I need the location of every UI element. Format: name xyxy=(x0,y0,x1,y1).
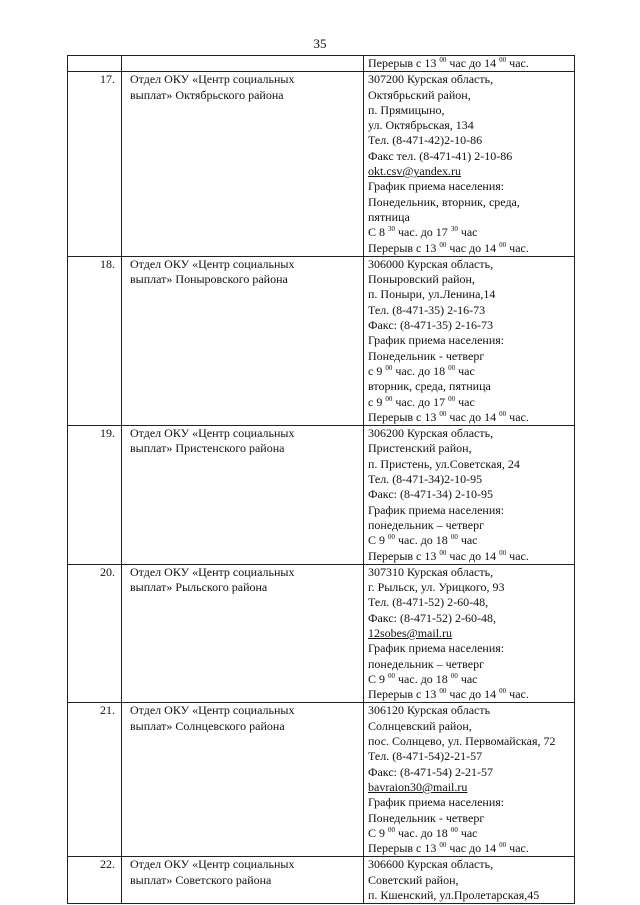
row-number: 17. xyxy=(68,72,122,257)
contact-line xyxy=(368,811,571,826)
minutes-superscript: 00 xyxy=(439,409,447,418)
department-name xyxy=(122,857,364,904)
text-segment: Понедельник - четверг xyxy=(368,810,485,825)
contact-line xyxy=(368,888,571,903)
contact-line xyxy=(368,518,571,533)
department-line: Отдел ОКУ «Центр социальных xyxy=(130,256,295,271)
text-segment: час xyxy=(455,363,475,378)
department-name xyxy=(122,703,364,857)
contact-line xyxy=(368,826,571,841)
text-segment: Перерыв с 13 xyxy=(368,409,440,424)
text-segment: пос. Солнцево, ул. Первомайская, 72 xyxy=(368,734,556,749)
text-segment: Тел. (8-471-54)2-21-57 xyxy=(368,749,483,764)
text-segment: Факс: (8-471-35) 2-16-73 xyxy=(368,318,493,333)
minutes-superscript: 00 xyxy=(388,825,396,834)
text-segment: час до 14 xyxy=(446,841,500,856)
contact-info xyxy=(364,426,575,565)
text-segment: понедельник – четверг xyxy=(368,656,485,671)
offices-table xyxy=(67,55,575,904)
contact-line xyxy=(368,303,571,318)
text-segment: Перерыв с 13 xyxy=(368,548,440,563)
table-row xyxy=(68,56,575,72)
minutes-superscript: 00 xyxy=(385,394,393,403)
department-line: Отдел ОКУ «Центр социальных xyxy=(130,857,295,872)
text-segment: 12sobes@mail.ru xyxy=(368,625,453,640)
text-segment: г. Рыльск, ул. Урицкого, 93 xyxy=(368,580,505,595)
text-segment: час xyxy=(457,533,478,548)
text-segment: bavraion30@mail.ru xyxy=(368,779,468,794)
page-number: 35 xyxy=(313,36,327,51)
contact-line xyxy=(368,149,571,164)
department-line: выплат» Рыльского района xyxy=(130,580,268,595)
department-name xyxy=(122,426,364,565)
email-link[interactable] xyxy=(368,164,571,179)
text-segment: С 9 xyxy=(368,825,389,840)
table-row xyxy=(68,857,575,904)
text-segment: Пристенский район, xyxy=(368,441,472,456)
minutes-superscript: 00 xyxy=(499,841,507,850)
text-segment: 306200 Курская область, xyxy=(368,426,494,441)
text-segment: Понедельник, вторник, среда, xyxy=(368,194,520,209)
contact-info xyxy=(364,72,575,257)
minutes-superscript: 00 xyxy=(385,363,393,372)
text-segment: Советский район, xyxy=(368,872,459,887)
text-segment: С 8 xyxy=(368,225,389,240)
contact-line xyxy=(368,72,571,87)
minutes-superscript: 00 xyxy=(439,841,447,850)
department-name xyxy=(122,72,364,257)
text-segment: час. xyxy=(506,548,529,563)
contact-line xyxy=(368,88,571,103)
text-segment: час до 14 xyxy=(446,687,500,702)
text-segment: час. до 18 xyxy=(395,825,451,840)
department-line: выплат» Советского района xyxy=(130,872,272,887)
contact-line xyxy=(368,841,571,856)
table-row xyxy=(68,564,575,703)
minutes-superscript: 30 xyxy=(450,225,458,234)
row-number: 18. xyxy=(68,256,122,425)
contact-line xyxy=(368,611,571,626)
text-segment: час. до 17 xyxy=(395,225,451,240)
contact-line xyxy=(368,56,571,71)
text-segment: п. Поныри, ул.Ленина,14 xyxy=(368,287,496,302)
department-line: выплат» Поныровского района xyxy=(130,272,288,287)
contact-line xyxy=(368,734,571,749)
text-segment: час xyxy=(455,394,475,409)
text-segment: Октябрьский район, xyxy=(368,87,471,102)
minutes-superscript: 00 xyxy=(499,56,507,64)
text-segment: ул. Октябрьская, 134 xyxy=(368,118,474,133)
text-segment: с 9 xyxy=(368,363,386,378)
contact-line xyxy=(368,441,571,456)
contact-line xyxy=(368,765,571,780)
contact-line xyxy=(368,195,571,210)
table-row xyxy=(68,72,575,257)
contact-line xyxy=(368,103,571,118)
contact-line xyxy=(368,487,571,502)
contact-info xyxy=(364,703,575,857)
row-number xyxy=(68,56,122,72)
text-segment: час до 14 xyxy=(446,409,500,424)
text-segment: Факс тел. (8-471-41) 2-10-86 xyxy=(368,148,513,163)
text-segment: Перерыв с 13 xyxy=(368,56,440,70)
text-segment: 307310 Курская область, xyxy=(368,564,494,579)
contact-line xyxy=(368,287,571,302)
text-segment: понедельник – четверг xyxy=(368,517,485,532)
minutes-superscript: 00 xyxy=(450,825,458,834)
text-segment: час. xyxy=(506,841,529,856)
row-number: 20. xyxy=(68,564,122,703)
text-segment: okt.csv@yandex.ru xyxy=(368,164,462,179)
department-name xyxy=(122,56,364,72)
text-segment: Поныровский район, xyxy=(368,272,475,287)
table-row xyxy=(68,703,575,857)
department-line: выплат» Октябрьского района xyxy=(130,87,284,102)
contact-line xyxy=(368,703,571,718)
minutes-superscript: 30 xyxy=(388,225,396,234)
contact-line xyxy=(368,641,571,656)
text-segment: Перерыв с 13 xyxy=(368,841,440,856)
minutes-superscript: 00 xyxy=(499,548,507,557)
contact-line xyxy=(368,318,571,333)
text-segment: с 9 xyxy=(368,394,386,409)
table-row xyxy=(68,256,575,425)
text-segment: час до 14 xyxy=(446,240,500,255)
contact-line xyxy=(368,719,571,734)
text-segment: 306120 Курская область xyxy=(368,703,491,718)
contact-line xyxy=(368,395,571,410)
contact-line xyxy=(368,349,571,364)
department-line: Отдел ОКУ «Центр социальных xyxy=(130,564,295,579)
text-segment: час. до 18 xyxy=(395,533,451,548)
minutes-superscript: 00 xyxy=(388,671,396,680)
contact-line xyxy=(368,118,571,133)
text-segment: Тел. (8-471-42)2-10-86 xyxy=(368,133,483,148)
minutes-superscript: 00 xyxy=(388,533,396,542)
text-segment: Перерыв с 13 xyxy=(368,240,440,255)
contact-line xyxy=(368,179,571,194)
contact-line xyxy=(368,410,571,425)
text-segment: График приема населения: xyxy=(368,795,505,810)
contact-line xyxy=(368,472,571,487)
text-segment: График приема населения: xyxy=(368,179,505,194)
text-segment: час. xyxy=(506,687,529,702)
department-line: Отдел ОКУ «Центр социальных xyxy=(130,703,295,718)
text-segment: час xyxy=(457,825,478,840)
minutes-superscript: 00 xyxy=(499,409,507,418)
row-number: 21. xyxy=(68,703,122,857)
contact-line xyxy=(368,549,571,564)
text-segment: Тел. (8-471-35) 2-16-73 xyxy=(368,302,486,317)
text-segment: Факс: (8-471-34) 2-10-95 xyxy=(368,487,493,502)
text-segment: 306600 Курская область, xyxy=(368,857,494,872)
contact-line xyxy=(368,225,571,240)
text-segment: Солнцевский район, xyxy=(368,718,472,733)
table-row xyxy=(68,426,575,565)
text-segment: Факс: (8-471-54) 2-21-57 xyxy=(368,764,493,779)
contact-line xyxy=(368,333,571,348)
contact-line xyxy=(368,379,571,394)
minutes-superscript: 00 xyxy=(499,240,507,249)
text-segment: час. xyxy=(506,240,529,255)
contact-line xyxy=(368,257,571,272)
contact-line xyxy=(368,210,571,225)
text-segment: час до 14 xyxy=(446,548,500,563)
contact-line xyxy=(368,672,571,687)
department-name xyxy=(122,564,364,703)
department-name xyxy=(122,256,364,425)
contact-info xyxy=(364,256,575,425)
contact-line xyxy=(368,687,571,702)
contact-line xyxy=(368,657,571,672)
offices-table-body xyxy=(68,56,575,904)
department-line: Отдел ОКУ «Центр социальных xyxy=(130,426,295,441)
row-number: 22. xyxy=(68,857,122,904)
minutes-superscript: 00 xyxy=(450,671,458,680)
text-segment: График приема населения: xyxy=(368,333,505,348)
text-segment: час xyxy=(457,671,478,686)
contact-info xyxy=(364,857,575,904)
text-segment: С 9 xyxy=(368,533,389,548)
minutes-superscript: 00 xyxy=(499,687,507,696)
text-segment: Факс: (8-471-52) 2-60-48, xyxy=(368,610,496,625)
contact-line xyxy=(368,857,571,872)
text-segment: Тел. (8-471-34)2-10-95 xyxy=(368,472,483,487)
department-line: Отдел ОКУ «Центр социальных xyxy=(130,72,295,87)
text-segment: п. Кшенский, ул.Пролетарская,45 xyxy=(368,888,540,903)
minutes-superscript: 00 xyxy=(439,687,447,696)
contact-info xyxy=(364,564,575,703)
minutes-superscript: 00 xyxy=(439,56,447,64)
email-link[interactable] xyxy=(368,780,571,795)
text-segment: График приема населения: xyxy=(368,502,505,517)
contact-line xyxy=(368,503,571,518)
contact-line xyxy=(368,580,571,595)
text-segment: График приема населения: xyxy=(368,641,505,656)
contact-line xyxy=(368,533,571,548)
text-segment: час до 14 xyxy=(446,56,500,70)
department-line: выплат» Солнцевского района xyxy=(130,718,285,733)
text-segment: Перерыв с 13 xyxy=(368,687,440,702)
minutes-superscript: 00 xyxy=(448,394,456,403)
text-segment: Тел. (8-471-52) 2-60-48, xyxy=(368,595,489,610)
contact-info xyxy=(364,56,575,72)
text-segment: 307200 Курская область, xyxy=(368,72,494,87)
text-segment: час. до 18 xyxy=(395,671,451,686)
contact-line xyxy=(368,241,571,256)
text-segment: С 9 xyxy=(368,671,389,686)
contact-line xyxy=(368,272,571,287)
text-segment: Понедельник - четверг xyxy=(368,348,485,363)
contact-line xyxy=(368,457,571,472)
row-number: 19. xyxy=(68,426,122,565)
text-segment: час. до 17 xyxy=(392,394,449,409)
text-segment: час. xyxy=(506,409,529,424)
text-segment: п. Пристень, ул.Советская, 24 xyxy=(368,456,520,471)
minutes-superscript: 00 xyxy=(439,240,447,249)
minutes-superscript: 00 xyxy=(450,533,458,542)
contact-line xyxy=(368,795,571,810)
text-segment: вторник, среда, пятница xyxy=(368,379,491,394)
text-segment: час. xyxy=(506,56,529,70)
contact-line xyxy=(368,749,571,764)
text-segment: пятница xyxy=(368,209,410,224)
minutes-superscript: 00 xyxy=(439,548,447,557)
email-link[interactable] xyxy=(368,626,571,641)
contact-line xyxy=(368,133,571,148)
contact-line xyxy=(368,873,571,888)
minutes-superscript: 00 xyxy=(448,363,456,372)
text-segment: 306000 Курская область, xyxy=(368,256,494,271)
text-segment: час xyxy=(457,225,478,240)
text-segment: п. Прямицыно, xyxy=(368,102,445,117)
text-segment: час. до 18 xyxy=(392,363,449,378)
contact-line xyxy=(368,364,571,379)
department-line: выплат» Пристенского района xyxy=(130,441,285,456)
contact-line xyxy=(368,565,571,580)
contact-line xyxy=(368,426,571,441)
contact-line xyxy=(368,595,571,610)
